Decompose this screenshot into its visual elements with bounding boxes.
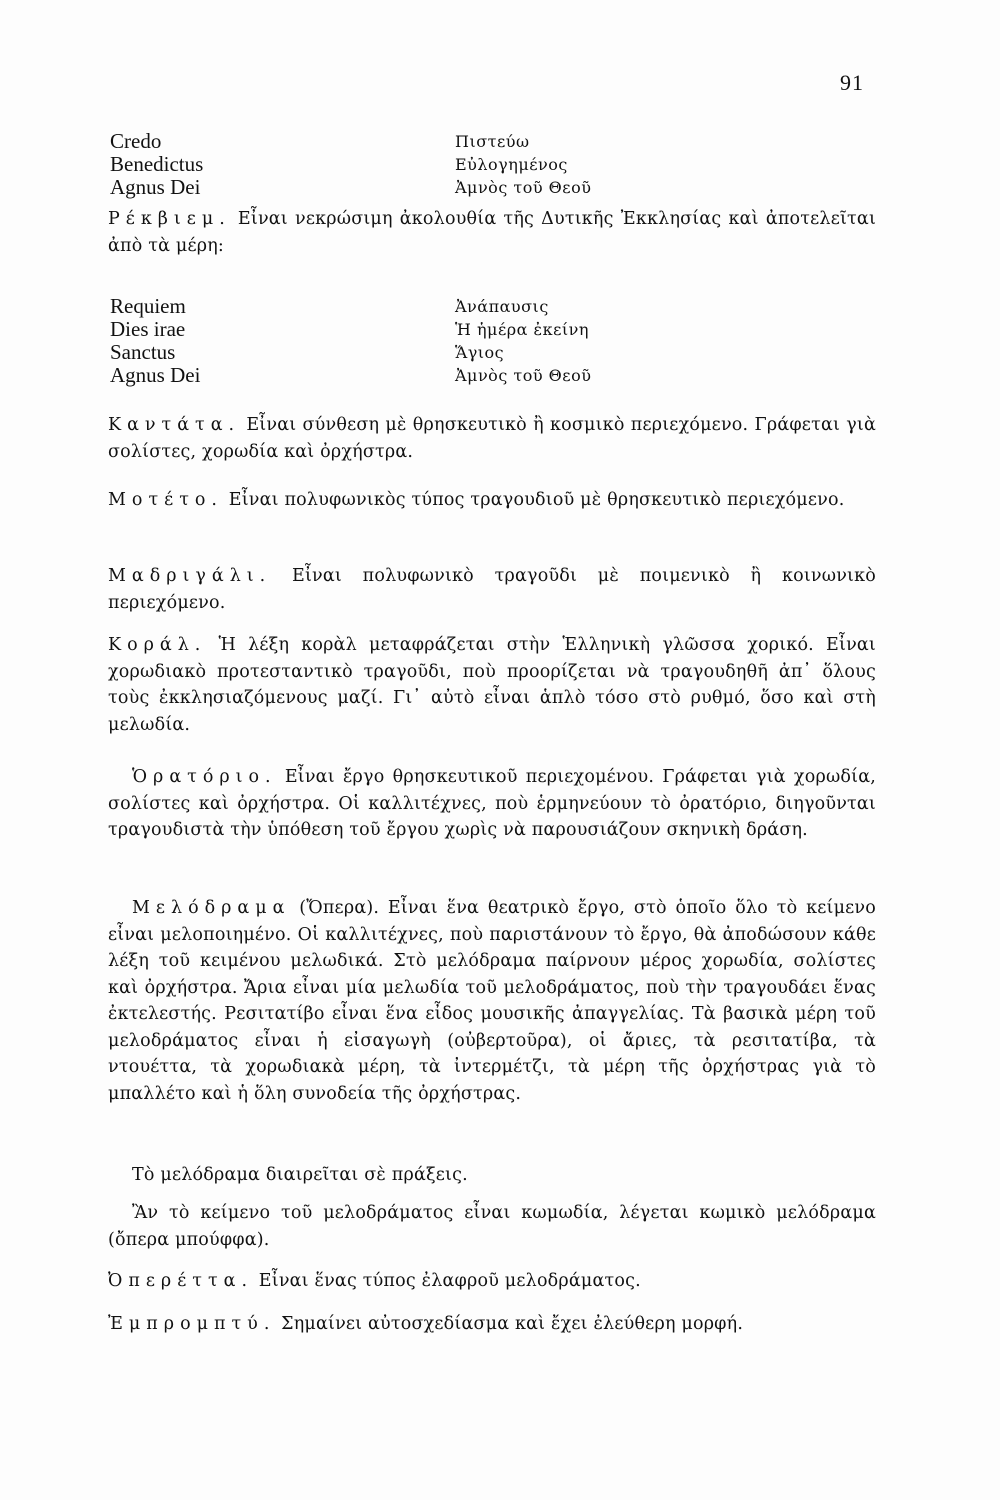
acts-paragraph: Τὸ μελόδραμα διαιρεῖται σὲ πράξεις. xyxy=(132,1165,468,1185)
latin-term: Sanctus xyxy=(110,340,176,364)
latin-term: Agnus Dei xyxy=(110,363,201,387)
term-heading: Ρέκβιεμ. xyxy=(108,209,231,229)
choral-paragraph xyxy=(108,632,876,738)
mass-parts-list xyxy=(110,130,870,199)
term-heading: Ἐμπρομπτύ. xyxy=(108,1314,276,1334)
greek-term: Ἡ ἡμέρα ἐκείνη xyxy=(455,320,589,339)
definition-text: Εἶναι ἕνας τύπος ἐλαφροῦ μελοδράματος. xyxy=(258,1271,641,1291)
latin-term: Agnus Dei xyxy=(110,175,201,199)
definition-text: Εἶναι ἔργο θρησκευτικοῦ περιεχομένου. Γράφεται γιὰ χορωδία, σολίστες καὶ ὀρχήστρα. Οἱ καλλιτέχνες, ποὺ ἑρμηνεύουν τὸ ὀρατόριο, διηγοῦνται τραγουδιστὰ τὴν ὑπόθεση τοῦ ἔργου χωρὶς νὰ παρουσιάζουν σκηνικὴ δράση. xyxy=(108,767,876,840)
madrigal-paragraph xyxy=(108,563,876,616)
term-heading: Μελόδραμα xyxy=(132,898,291,918)
list-item xyxy=(110,341,870,364)
list-item xyxy=(110,176,870,199)
greek-term: Πιστεύω xyxy=(455,132,530,151)
page-number: 91 xyxy=(840,70,864,95)
latin-term: Credo xyxy=(110,129,162,153)
impromptu-paragraph xyxy=(108,1311,876,1338)
list-item xyxy=(110,364,870,387)
latin-term: Benedictus xyxy=(110,152,204,176)
greek-term: Ἀμνὸς τοῦ Θεοῦ xyxy=(455,178,592,197)
term-heading: Ὀπερέττα. xyxy=(108,1271,254,1291)
definition-text: Εἶναι πολυφωνικὸς τύπος τραγουδιοῦ μὲ θρησκευτικὸ περιεχόμενο. xyxy=(228,490,845,510)
greek-term: Ἀμνὸς τοῦ Θεοῦ xyxy=(455,366,592,385)
latin-term: Requiem xyxy=(110,294,186,318)
list-item xyxy=(110,318,870,341)
operetta-paragraph xyxy=(108,1268,876,1295)
list-item xyxy=(110,153,870,176)
definition-text: Ἡ λέξη κορὰλ μεταφράζεται στὴν Ἑλληνικὴ γλῶσσα χορικό. Εἶναι χορωδιακὸ προτεσταντικὸ τραγοῦδι, ποὺ προορίζεται νὰ τραγουδηθῆ ἀπ᾽ ὅλους τοὺς ἐκκλησιαζόμενους μαζί. Γι᾽ αὐτὸ εἶναι ἁπλὸ τόσο στὸ ρυθμό, ὅσο καὶ στὴ μελωδία. xyxy=(108,635,876,735)
opera-paragraph xyxy=(108,895,876,1107)
cantata-paragraph xyxy=(108,412,876,465)
requiem-paragraph xyxy=(108,206,876,259)
list-item xyxy=(110,295,870,318)
oratorio-paragraph xyxy=(108,764,876,844)
greek-term: Εὐλογημένος xyxy=(455,155,568,174)
term-heading: Μοτέτο. xyxy=(108,490,223,510)
motet-paragraph xyxy=(108,487,876,514)
greek-term: Ἀνάπαυσις xyxy=(455,297,549,316)
latin-term: Dies irae xyxy=(110,317,186,341)
definition-text: (Ὄπερα). Εἶναι ἕνα θεατρικὸ ἔργο, στὸ ὁποῖο ὅλο τὸ κείμενο εἶναι μελοποιημένο. Οἱ καλλιτέχνες, ποὺ παριστάνουν τὸ ἔργο, θὰ ἀποδώσουν κάθε λέξη τοῦ κειμένου μελωδικά. Στὸ μελόδραμα παίρνουν μέρος χορωδία, σολίστες καὶ ὀρχήστρα. Ἄρια εἶναι μία μελωδία τοῦ μελοδράματος, ποὺ τὴν τραγουδάει ἕνας ἐκτελεστής. Ρεσιτατίβο εἶναι ἕνα εἶδος μουσικῆς ἀπαγγελίας. Τὰ βασικὰ μέρη τοῦ μελοδράματος εἶναι ἡ εἰσαγωγὴ (οὐβερτοῦρα), οἱ ἄριες, τὰ ρεσιτατίβα, τὰ ντουέττα, τὰ χορωδιακὰ μέρη, τὰ ἰντερμέτζι, τὰ μέρη τῆς ὀρχήστρας γιὰ τὸ μπαλλέτο καὶ ἡ ὅλη συνοδεία τῆς ὀρχήστρας. xyxy=(108,898,876,1104)
greek-term: Ἅγιος xyxy=(455,343,505,362)
definition-text: Εἶναι νεκρώσιμη ἀκολουθία τῆς Δυτικῆς Ἐκκλησίας καὶ ἀποτελεῖται ἀπὸ τὰ μέρη: xyxy=(108,209,877,256)
comic-opera-paragraph: Ἂν τὸ κείμενο τοῦ μελοδράματος εἶναι κωμωδία, λέγεται κωμικὸ μελόδραμα (ὄπερα μπούφφα). xyxy=(108,1203,876,1250)
definition-text: Σημαίνει αὐτοσχεδίασμα καὶ ἔχει ἐλεύθερη μορφή. xyxy=(281,1314,744,1334)
definition-text: Εἶναι πολυφωνικὸ τραγοῦδι μὲ ποιμενικὸ ἢ κοινωνικὸ περιεχόμενο. xyxy=(108,566,876,613)
list-item xyxy=(110,130,870,153)
term-heading: Μαδριγάλι. xyxy=(108,566,272,586)
term-heading: Καντάτα. xyxy=(108,415,241,435)
term-heading: Κοράλ. xyxy=(108,635,207,655)
requiem-parts-list xyxy=(110,295,870,387)
definition-text: Εἶναι σύνθεση μὲ θρησκευτικὸ ἢ κοσμικὸ περιεχόμενο. Γράφεται γιὰ σολίστες, χορωδία καὶ ὀρχήστρα. xyxy=(108,415,877,462)
term-heading: Ὁρατόριο. xyxy=(132,767,277,787)
